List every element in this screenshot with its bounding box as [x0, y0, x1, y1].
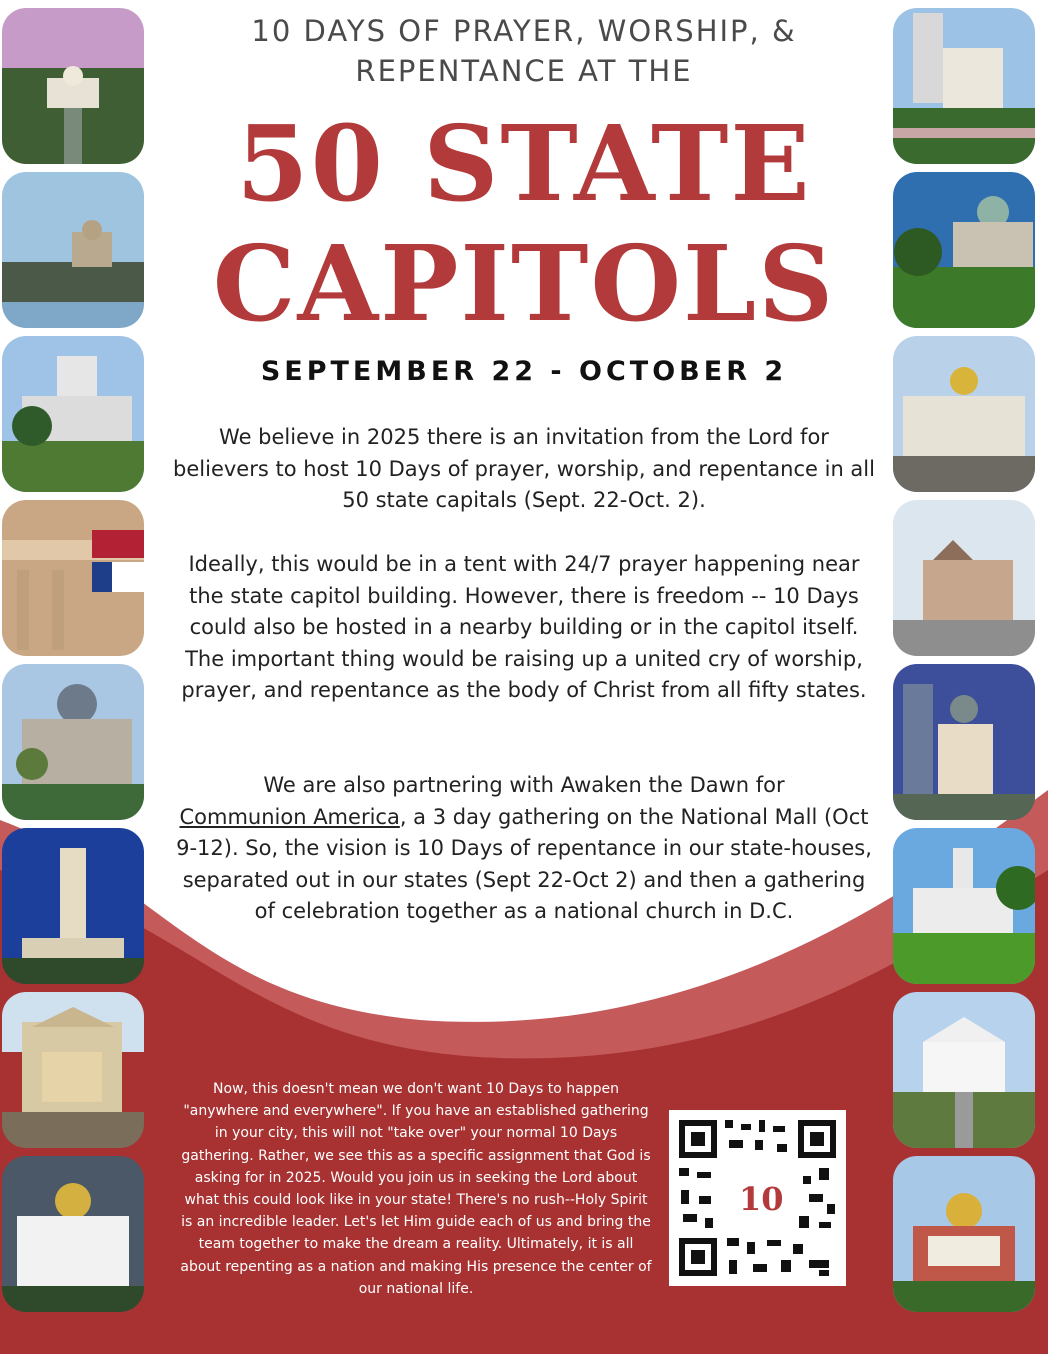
partnership-text-start: We are also partnering with Awaken the Dawn for — [263, 773, 785, 797]
title-line-2: CAPITOLS — [212, 222, 836, 345]
qr-logo-text: 10 — [739, 1180, 784, 1218]
capitol-greek-temple-photo — [893, 992, 1035, 1148]
right-photo-column — [893, 8, 1035, 1320]
capitol-white-dome-lawn-photo — [893, 828, 1035, 984]
capitol-winter-trees-photo — [893, 500, 1035, 656]
closing-paragraph: Now, this doesn't mean we don't want 10 Days to happen "anywhere and everywhere". If you have an established gathering in your city, this will not "take over" your normal 10 Days gathering. Rather, we see this as a specific assignment that God is asking for in 2025. Would you join us in seeking the Lord about what this could look like in your state! There's no rush--Holy Spirit is an incredible leader. Let's let Him guide each of us and bring the team together to make the dream a reality. Ultimately, it is all about repenting as a nation and making His presence the center of our national life. — [180, 1081, 652, 1297]
capitol-art-deco-tower-photo — [2, 336, 144, 492]
capitol-green-dome-park-photo — [893, 172, 1035, 328]
capitol-night-city-photo — [893, 664, 1035, 820]
capitol-gold-dome-flags-photo — [893, 336, 1035, 492]
capitol-columned-portico-photo — [2, 992, 144, 1148]
communion-america-link[interactable]: Communion America — [179, 804, 400, 829]
header-line-2: REPENTANCE AT THE — [355, 54, 693, 88]
qr-code[interactable] — [669, 1110, 846, 1286]
capitol-gold-dome-brick-photo — [893, 1156, 1035, 1312]
capitol-dome-fountain-photo — [2, 664, 144, 820]
header-line-1: 10 DAYS OF PRAYER, WORSHIP, & — [251, 14, 797, 48]
paragraph-tent-vision: Ideally, this would be in a tent with 24/7 prayer happening near the state capitol building. However, there is freedom -- 10 Days could also be hosted in a nearby building or in the capitol itself. The important thing would be raising up a united cry of worship, prayer, and repentance as the body of Christ from all fifty states. — [181, 552, 867, 702]
capitol-waterfront-dome-photo — [2, 172, 144, 328]
event-dates: SEPTEMBER 22 - OCTOBER 2 — [260, 356, 788, 387]
capitol-old-and-new-photo — [893, 8, 1035, 164]
capitol-dusk-aerial-photo — [2, 8, 144, 164]
paragraph-invitation: We believe in 2025 there is an invitation from the Lord for believers to host 10 Days of prayer, worship, and repentance in all 50 state capitals (Sept. 22-Oct. 2). — [173, 425, 875, 512]
title-line-1: 50 STATE — [236, 102, 812, 225]
capitol-skyscraper-photo — [2, 828, 144, 984]
left-photo-column — [2, 8, 144, 1320]
partnership-text-end: , a 3 day gathering on the National Mall (Oct 9-12). So, the vision is 10 Days of repentance in our state-houses, separated out in our states (Sept 22-Oct 2) and then a gathering of celebration together as a national church in D.C. — [176, 804, 872, 923]
paragraph-partnership — [170, 770, 878, 928]
capitol-rotunda-flags-photo — [2, 500, 144, 656]
capitol-gold-dome-photo — [2, 1156, 144, 1312]
